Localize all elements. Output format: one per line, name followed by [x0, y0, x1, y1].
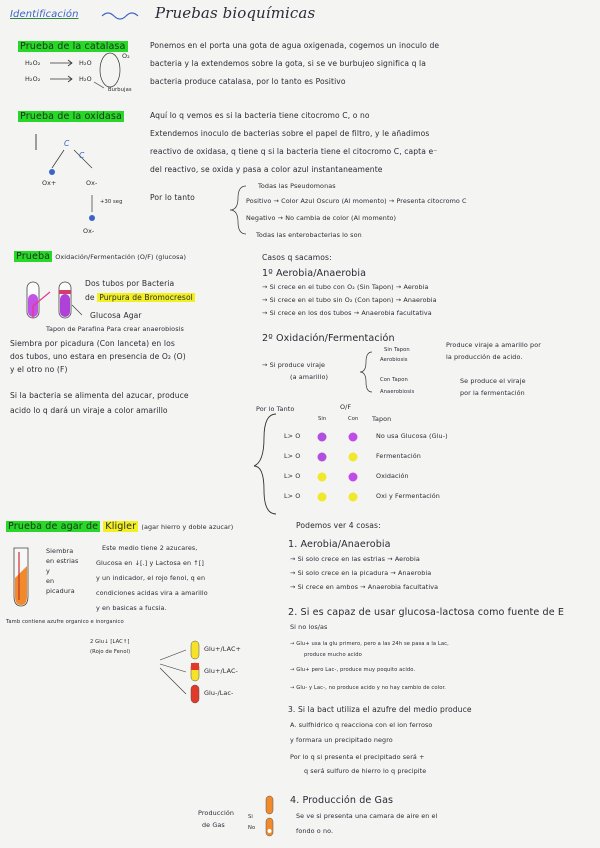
kligler-c2-item-1: → Glu+ usa la glu primero, pero a las 24h se pasa a la Lac, — [290, 641, 449, 647]
of-tubes-line-1: Dos tubos por Bacteria — [85, 279, 175, 288]
of-tapon-note: Tapon de Parafina Para crear anaerobiosis — [46, 325, 184, 333]
of-table-col-of: O/F — [340, 403, 352, 411]
oxidasa-por-tanto: Por lo tanto — [150, 193, 195, 202]
diagram-c1: C — [64, 139, 70, 148]
of-caso1-title: 1º Aerobia/Anaerobia — [262, 268, 367, 279]
oxidasa-todas-pseudo: Todas las Pseudomonas — [258, 182, 336, 190]
of-con-result-1: Se produce el viraje — [460, 377, 526, 385]
kligler-c2-sub: Si no los/as — [290, 623, 328, 631]
kligler-c2-title: 2. Si es capaz de usar glucosa-lactosa como fuente de E — [288, 607, 565, 618]
kligler-siembra-5: picadura — [46, 587, 75, 595]
kligler-tube-label-3: Glu-/Lac- — [204, 689, 234, 697]
of-glucosa-agar: Glucosa Agar — [90, 311, 142, 320]
catalasa-line-3: bacteria produce catalasa, por lo tanto es Positivo — [150, 77, 346, 86]
oxidasa-negativo: Negativo → No cambia de color (Al momento) — [246, 214, 397, 222]
table-row-label: No usa Glucosa (Glu-) — [376, 432, 448, 440]
eq-h2o2-1: H₂O₂ — [25, 59, 41, 67]
catalasa-line-2: bacteria y la extendemos sobre la gota, si se ve burbujeo significa q la — [150, 59, 427, 68]
of-dot-sin — [318, 433, 327, 442]
kligler-c1-item-1: → Si solo crece en las estrias → Aerobia — [290, 555, 420, 563]
kligler-c3-line-4: Por lo q si presenta el precipitado será + — [290, 753, 425, 761]
kligler-c1-item-2: → Si solo crece en la picadura → Anaerobia — [290, 569, 432, 577]
of-alimenta-2: acido lo q dará un viraje a color amarillo — [10, 406, 168, 415]
of-table-col-con: Con — [348, 416, 359, 422]
kligler-medio-3: y un indicador, el rojo fenol, q en — [96, 574, 206, 582]
oxidasa-positivo: Positivo → Color Azul Oscuro (Al momento) → Presenta citocromo C — [246, 197, 467, 205]
of-dot-sin — [318, 493, 327, 502]
of-casos-title: Casos q sacamos: — [262, 253, 332, 262]
diagram-oxminus: Ox- — [86, 179, 98, 187]
kligler-si: Si — [248, 814, 253, 820]
kligler-c3-line-1: 3. Si la bact utiliza el azufre del medio produce — [288, 705, 472, 714]
of-caso1-item-2: → Si crece en el tubo sin O₂ (Con tapon) → Anaerobia — [262, 296, 437, 304]
of-caso2-left-1: → Si produce viraje — [262, 361, 325, 369]
table-row: L> O — [284, 472, 301, 480]
kligler-c2-item-2: produce mucho acido — [304, 652, 362, 658]
table-row-label: Fermentación — [376, 452, 421, 460]
of-aerobiosis: Aerobiosis — [380, 357, 408, 363]
of-dot-sin — [318, 453, 327, 462]
diagram-time: +30 seg — [100, 199, 123, 205]
eq-bubbles: Burbujas — [108, 87, 132, 93]
catalasa-line-1: Ponemos en el porta una gota de agua oxigenada, cogemos un inoculo de — [150, 41, 440, 50]
of-caso1-item-3: → Si crece en los dos tubos → Anaerobia facultativa — [262, 309, 432, 317]
kligler-c4-title: 4. Producción de Gas — [290, 795, 394, 806]
table-row: L> O — [284, 492, 301, 500]
of-sin-tapon: Sin Tapon — [384, 347, 410, 353]
kligler-c3-line-3: y formara un precipitado negro — [290, 736, 393, 744]
kligler-siembra-4: en — [46, 577, 55, 585]
eq-h2o2-2: H₂O₂ — [25, 75, 41, 83]
header-label: Identificación — [10, 9, 79, 20]
oxidasa-line-4: del reactivo, se oxida y pasa a color azul instantaneamente — [150, 165, 383, 174]
kligler-tamb: Tamb contiene azufre organico e inorganico — [6, 619, 124, 625]
of-dot-con — [349, 473, 358, 482]
of-siembra-1: Siembra por picadura (Con lanceta) en los — [10, 339, 175, 348]
of-con-result-2: por la fermentación — [460, 389, 525, 397]
oxidasa-todas-entero: Todas las enterobacterias lo son — [256, 231, 362, 239]
oxidasa-line-2: Extendemos inoculo de bacterias sobre el papel de filtro, y le añadimos — [150, 129, 430, 138]
of-heading: Prueba Oxidación/Fermentación (O/F) (glucosa) — [16, 251, 187, 262]
kligler-c3-line-2: A. sulfhidrico q reacciona con el ion ferroso — [290, 721, 433, 729]
eq-o2: O₂ — [122, 52, 130, 60]
of-siembra-3: y el otro no (F) — [10, 365, 68, 374]
of-anaerobiosis: Anaerobiosis — [380, 389, 415, 395]
kligler-medio-4: condiciones acidas vira a amarillo — [96, 589, 208, 597]
oxidasa-line-1: Aquí lo q vemos es si la bacteria tiene citocromo C, o no — [150, 111, 370, 120]
of-table-col-sin: Sin — [318, 416, 327, 422]
page-title: Pruebas bioquímicas — [155, 4, 316, 22]
eq-h2o-2: H₂O — [79, 75, 92, 83]
kligler-c2-item-3: → Glu+ pero Lac-, produce muy poquito acido. — [290, 667, 416, 673]
kligler-siembra-2: en estrias — [46, 557, 79, 565]
of-caso1-item-1: → Si crece en el tubo con O₂ (Sin Tapon) → Aerobia — [262, 283, 429, 291]
kligler-c4-line-2: fondo o no. — [296, 827, 334, 835]
kligler-medio-2: Glucosa en ↓[.] y Lactosa en ↑[] — [96, 559, 204, 567]
kligler-tube-label-2: Glu+/LAC- — [204, 667, 238, 675]
oxidasa-heading: Prueba de la oxidasa — [20, 111, 122, 122]
diagram-c2: C — [79, 151, 85, 160]
of-con-tapon: Con Tapon — [380, 377, 408, 383]
kligler-c2-item-4: → Glu- y Lac-, no produce acido y no hay cambio de color. — [290, 685, 446, 691]
of-alimenta-1: Si la bacteria se alimenta del azucar, produce — [10, 391, 189, 400]
kligler-no: No — [248, 825, 256, 831]
of-siembra-2: dos tubos, uno estara en presencia de O₂ (O) — [10, 352, 186, 361]
diagram-oxplus: Ox+ — [42, 179, 57, 187]
kligler-glu-label-1: 2 Glu↓ [LAC↑] — [90, 639, 130, 645]
of-caso2-title: 2º Oxidación/Fermentación — [262, 333, 395, 344]
kligler-prod-gas-2: de Gas — [202, 821, 225, 829]
kligler-medio-1: Este medio tiene 2 azucares, — [102, 544, 198, 552]
kligler-medio-5: y en basicas a fucsia. — [96, 604, 167, 612]
of-caso2-left-2: (a amarillo) — [290, 373, 329, 381]
kligler-c3-line-5: q será sulfuro de hierro lo q precipite — [304, 767, 427, 775]
of-table-prefix: Por lo Tanto — [256, 405, 295, 413]
kligler-prod-gas-1: Producción — [198, 809, 235, 817]
kligler-siembra-1: Siembra — [46, 547, 74, 555]
table-row: L> O — [284, 452, 301, 460]
table-row-label: Oxidación — [376, 472, 409, 480]
kligler-c4-line-1: Se ve si presenta una camara de aire en el — [296, 812, 438, 820]
eq-h2o-1: H₂O — [79, 59, 92, 67]
of-dot-con — [349, 433, 358, 442]
kligler-tube-label-1: Glu+/LAC+ — [204, 645, 241, 653]
kligler-heading: Prueba de agar de Kligler (agar hierro y doble azucar) — [8, 521, 234, 532]
table-row-label: Oxi y Fermentación — [376, 492, 440, 500]
kligler-glu-label-2: (Rojo de Fenol) — [90, 649, 131, 655]
kligler-siembra-3: y — [46, 567, 50, 575]
kligler-c1-title: 1. Aerobia/Anaerobia — [288, 539, 391, 550]
of-tubes-line-2: de Purpura de Bromocresol — [85, 293, 193, 302]
of-dot-con — [349, 493, 358, 502]
catalasa-heading: Prueba de la catalasa — [20, 41, 126, 52]
of-dot-sin — [318, 473, 327, 482]
of-sin-result-2: la producción de acido. — [446, 353, 523, 361]
kligler-cosas: Podemos ver 4 cosas: — [296, 521, 381, 530]
of-dot-con — [349, 453, 358, 462]
table-row: L> O — [284, 432, 301, 440]
oxidasa-line-3: reactivo de oxidasa, q tiene q si la bacteria tiene el citocromo C, capta e⁻ — [150, 147, 438, 156]
kligler-c1-item-3: → Si crece en ambos → Anaerobia facultativa — [290, 583, 439, 591]
of-sin-result-1: Produce viraje a amarillo por — [446, 341, 541, 349]
of-table-col-tapon: Tapon — [372, 415, 392, 423]
diagram-oxminus-2: Ox- — [83, 227, 95, 235]
